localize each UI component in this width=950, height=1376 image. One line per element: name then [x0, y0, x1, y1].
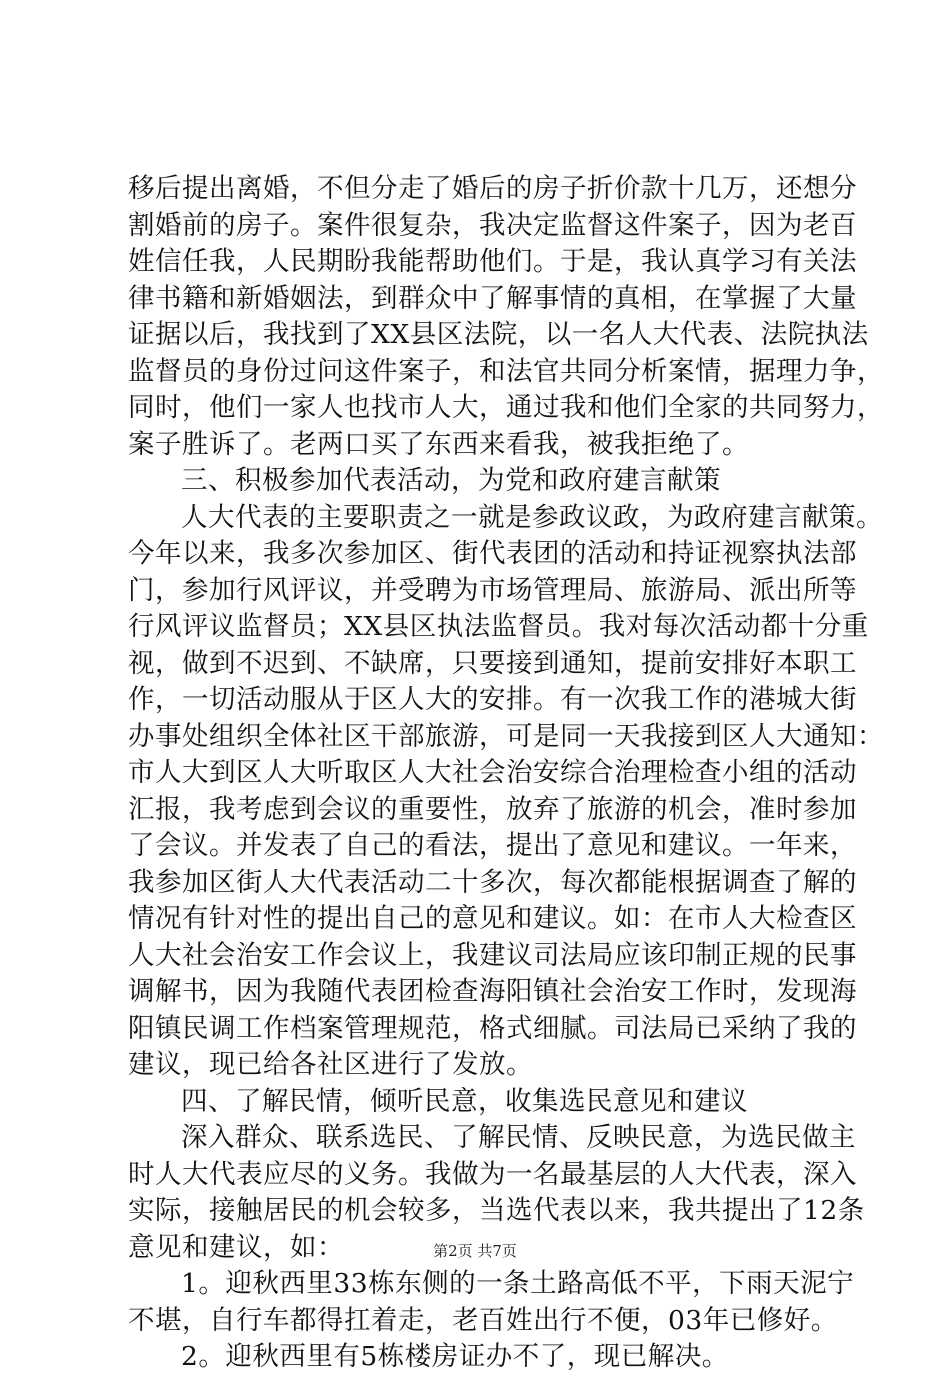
page-number-label: 第2页 共7页 — [433, 1242, 517, 1260]
text-line: 1。迎秋西里33栋东侧的一条土路高低不平，下雨天泥宁 — [181, 1268, 855, 1299]
text-line: 不堪，自行车都得扛着走，老百姓出行不便，03年已修好。 — [128, 1304, 838, 1336]
text-line: 人大社会治安工作会议上，我建议司法局应该印制正规的民事 — [128, 939, 857, 971]
text-line: 人大代表的主要职责之一就是参政议政，为政府建言献策。 — [181, 501, 883, 533]
text-line: 同时，他们一家人也找市人大，通过我和他们全家的共同努力， — [128, 392, 884, 423]
text-line: 深入群众、联系选民、了解民情、反映民意，为选民做主 — [181, 1122, 856, 1153]
text-line: 实际，接触居民的机会较多，当选代表以来，我共提出了12条 — [128, 1195, 865, 1226]
text-line: 姓信任我，人民期盼我能帮助他们。于是，我认真学习有关法 — [128, 246, 857, 277]
text-line: 了会议。并发表了自己的看法，提出了意见和建议。一年来， — [128, 830, 857, 861]
text-line: 监督员的身份过问这件案子，和法官共同分析案情，据理力争， — [128, 355, 884, 387]
text-line: 阳镇民调工作档案管理规范，格式细腻。司法局已采纳了我的 — [128, 1012, 857, 1044]
document-body — [128, 171, 884, 1376]
text-line: 2。迎秋西里有5栋楼房证办不了，现已解决。 — [181, 1341, 729, 1372]
text-line: 证据以后，我找到了XX县区法院，以一名人大代表、法院执法 — [128, 319, 869, 350]
text-line: 意见和建议，如： — [128, 1231, 344, 1263]
text-line: 视，做到不迟到、不缺席，只要接到通知，提前安排好本职工 — [128, 647, 857, 679]
text-line: 门，参加行风评议，并受聘为市场管理局、旅游局、派出所等 — [128, 574, 857, 606]
text-line: 办事处组织全体社区干部旅游，可是同一天我接到区人大通知： — [128, 720, 884, 752]
text-line: 市人大到区人大听取区人大社会治安综合治理检查小组的活动 — [128, 757, 857, 788]
text-line: 割婚前的房子。案件很复杂，我决定监督这件案子，因为老百 — [128, 209, 857, 241]
text-line: 三、积极参加代表活动，为党和政府建言献策 — [181, 465, 721, 496]
text-line: 移后提出离婚，不但分走了婚后的房子折价款十几万，还想分 — [128, 173, 857, 204]
text-line: 汇报，我考虑到会议的重要性，放弃了旅游的机会，准时参加 — [128, 793, 857, 825]
text-line: 情况有针对性的提出自己的意见和建议。如：在市人大检查区 — [128, 903, 857, 934]
text-line: 作，一切活动服从于区人大的安排。有一次我工作的港城大街 — [128, 684, 857, 715]
text-line: 今年以来，我多次参加区、街代表团的活动和持证视察执法部 — [128, 538, 857, 569]
page-footer — [0, 1240, 950, 1261]
text-line: 时人大代表应尽的义务。我做为一名最基层的人大代表，深入 — [128, 1158, 857, 1190]
text-line: 我参加区街人大代表活动二十多次，每次都能根据调查了解的 — [128, 866, 857, 898]
text-line: 调解书，因为我随代表团检查海阳镇社会治安工作时，发现海 — [128, 976, 857, 1007]
text-line: 建议，现已给各社区进行了发放。 — [128, 1049, 533, 1080]
text-line: 案子胜诉了。老两口买了东西来看我，被我拒绝了。 — [128, 428, 749, 460]
text-line: 行风评议监督员；XX县区执法监督员。我对每次活动都十分重 — [128, 611, 869, 642]
text-line: 四、了解民情，倾听民意，收集选民意见和建议 — [181, 1085, 748, 1117]
text-line: 律书籍和新婚姻法，到群众中了解事情的真相，在掌握了大量 — [128, 282, 857, 314]
